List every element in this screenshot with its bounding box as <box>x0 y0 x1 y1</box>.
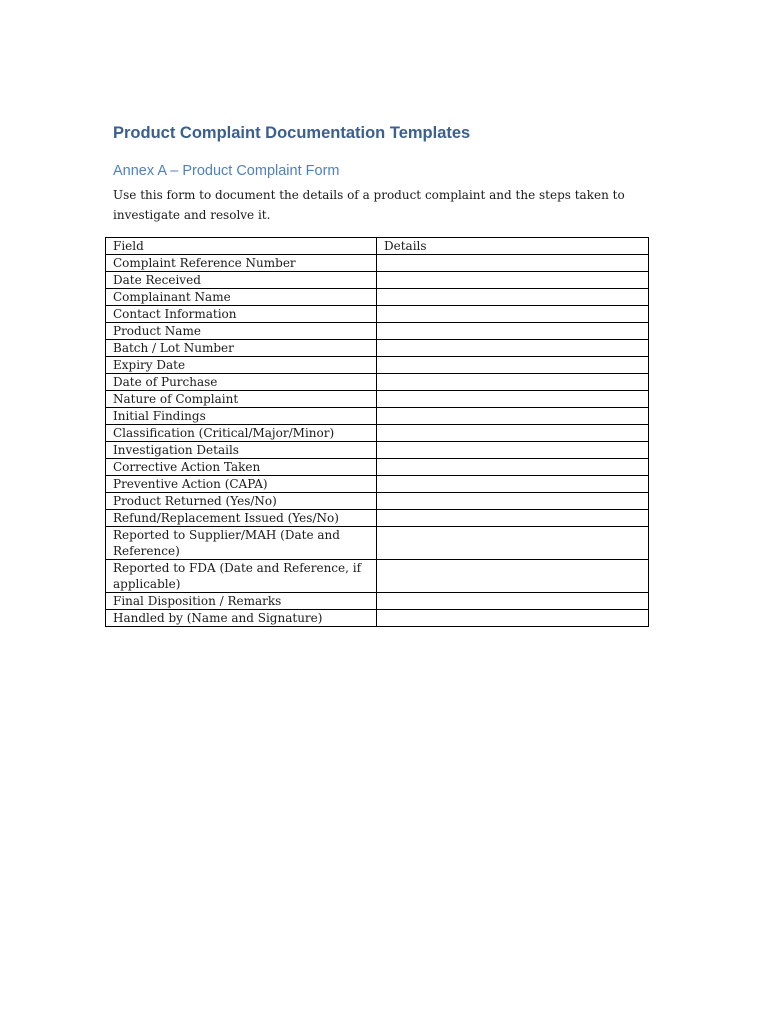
table-header-row <box>106 238 649 255</box>
details-value[interactable] <box>377 340 649 357</box>
details-value[interactable] <box>377 425 649 442</box>
field-label: Complaint Reference Number <box>106 255 377 272</box>
field-label: Batch / Lot Number <box>106 340 377 357</box>
field-label: Complainant Name <box>106 289 377 306</box>
field-label: Initial Findings <box>106 408 377 425</box>
field-label: Date Received <box>106 272 377 289</box>
table-row <box>106 374 649 391</box>
table-row <box>106 527 649 560</box>
details-value[interactable] <box>377 306 649 323</box>
field-label: Reported to FDA (Date and Reference, if applicable) <box>106 560 377 593</box>
table-row <box>106 425 649 442</box>
table-row <box>106 391 649 408</box>
field-label: Refund/Replacement Issued (Yes/No) <box>106 510 377 527</box>
details-value[interactable] <box>377 357 649 374</box>
section-heading: Annex A – Product Complaint Form <box>113 163 340 179</box>
table-row <box>106 306 649 323</box>
details-value[interactable] <box>377 610 649 627</box>
field-label: Product Returned (Yes/No) <box>106 493 377 510</box>
details-value[interactable] <box>377 391 649 408</box>
details-value[interactable] <box>377 476 649 493</box>
table-row <box>106 255 649 272</box>
document-title: Product Complaint Documentation Templates <box>113 124 471 142</box>
details-value[interactable] <box>377 323 649 340</box>
table-row <box>106 593 649 610</box>
table-row <box>106 476 649 493</box>
details-value[interactable] <box>377 289 649 306</box>
details-value[interactable] <box>377 510 649 527</box>
field-label: Preventive Action (CAPA) <box>106 476 377 493</box>
field-label: Investigation Details <box>106 442 377 459</box>
details-value[interactable] <box>377 442 649 459</box>
table-row <box>106 560 649 593</box>
field-label: Date of Purchase <box>106 374 377 391</box>
details-value[interactable] <box>377 493 649 510</box>
table-row <box>106 323 649 340</box>
table-row <box>106 408 649 425</box>
details-value[interactable] <box>377 593 649 610</box>
table-row <box>106 357 649 374</box>
table-row <box>106 610 649 627</box>
details-value[interactable] <box>377 408 649 425</box>
field-label: Nature of Complaint <box>106 391 377 408</box>
field-label: Product Name <box>106 323 377 340</box>
details-value[interactable] <box>377 560 649 593</box>
details-value[interactable] <box>377 255 649 272</box>
field-column-header: Field <box>106 238 377 255</box>
details-value[interactable] <box>377 527 649 560</box>
field-label: Corrective Action Taken <box>106 459 377 476</box>
complaint-form-table <box>105 237 649 627</box>
table-row <box>106 459 649 476</box>
field-label: Contact Information <box>106 306 377 323</box>
table-row <box>106 493 649 510</box>
table-row <box>106 340 649 357</box>
details-value[interactable] <box>377 459 649 476</box>
field-label: Final Disposition / Remarks <box>106 593 377 610</box>
intro-paragraph: Use this form to document the details of a product complaint and the steps taken to investigate and resolve it. <box>113 188 625 222</box>
details-column-header: Details <box>377 238 649 255</box>
table-row <box>106 510 649 527</box>
details-value[interactable] <box>377 272 649 289</box>
field-label: Handled by (Name and Signature) <box>106 610 377 627</box>
table-row <box>106 272 649 289</box>
field-label: Classification (Critical/Major/Minor) <box>106 425 377 442</box>
field-label: Reported to Supplier/MAH (Date and Reference) <box>106 527 377 560</box>
table-row <box>106 442 649 459</box>
details-value[interactable] <box>377 374 649 391</box>
field-label: Expiry Date <box>106 357 377 374</box>
table-row <box>106 289 649 306</box>
